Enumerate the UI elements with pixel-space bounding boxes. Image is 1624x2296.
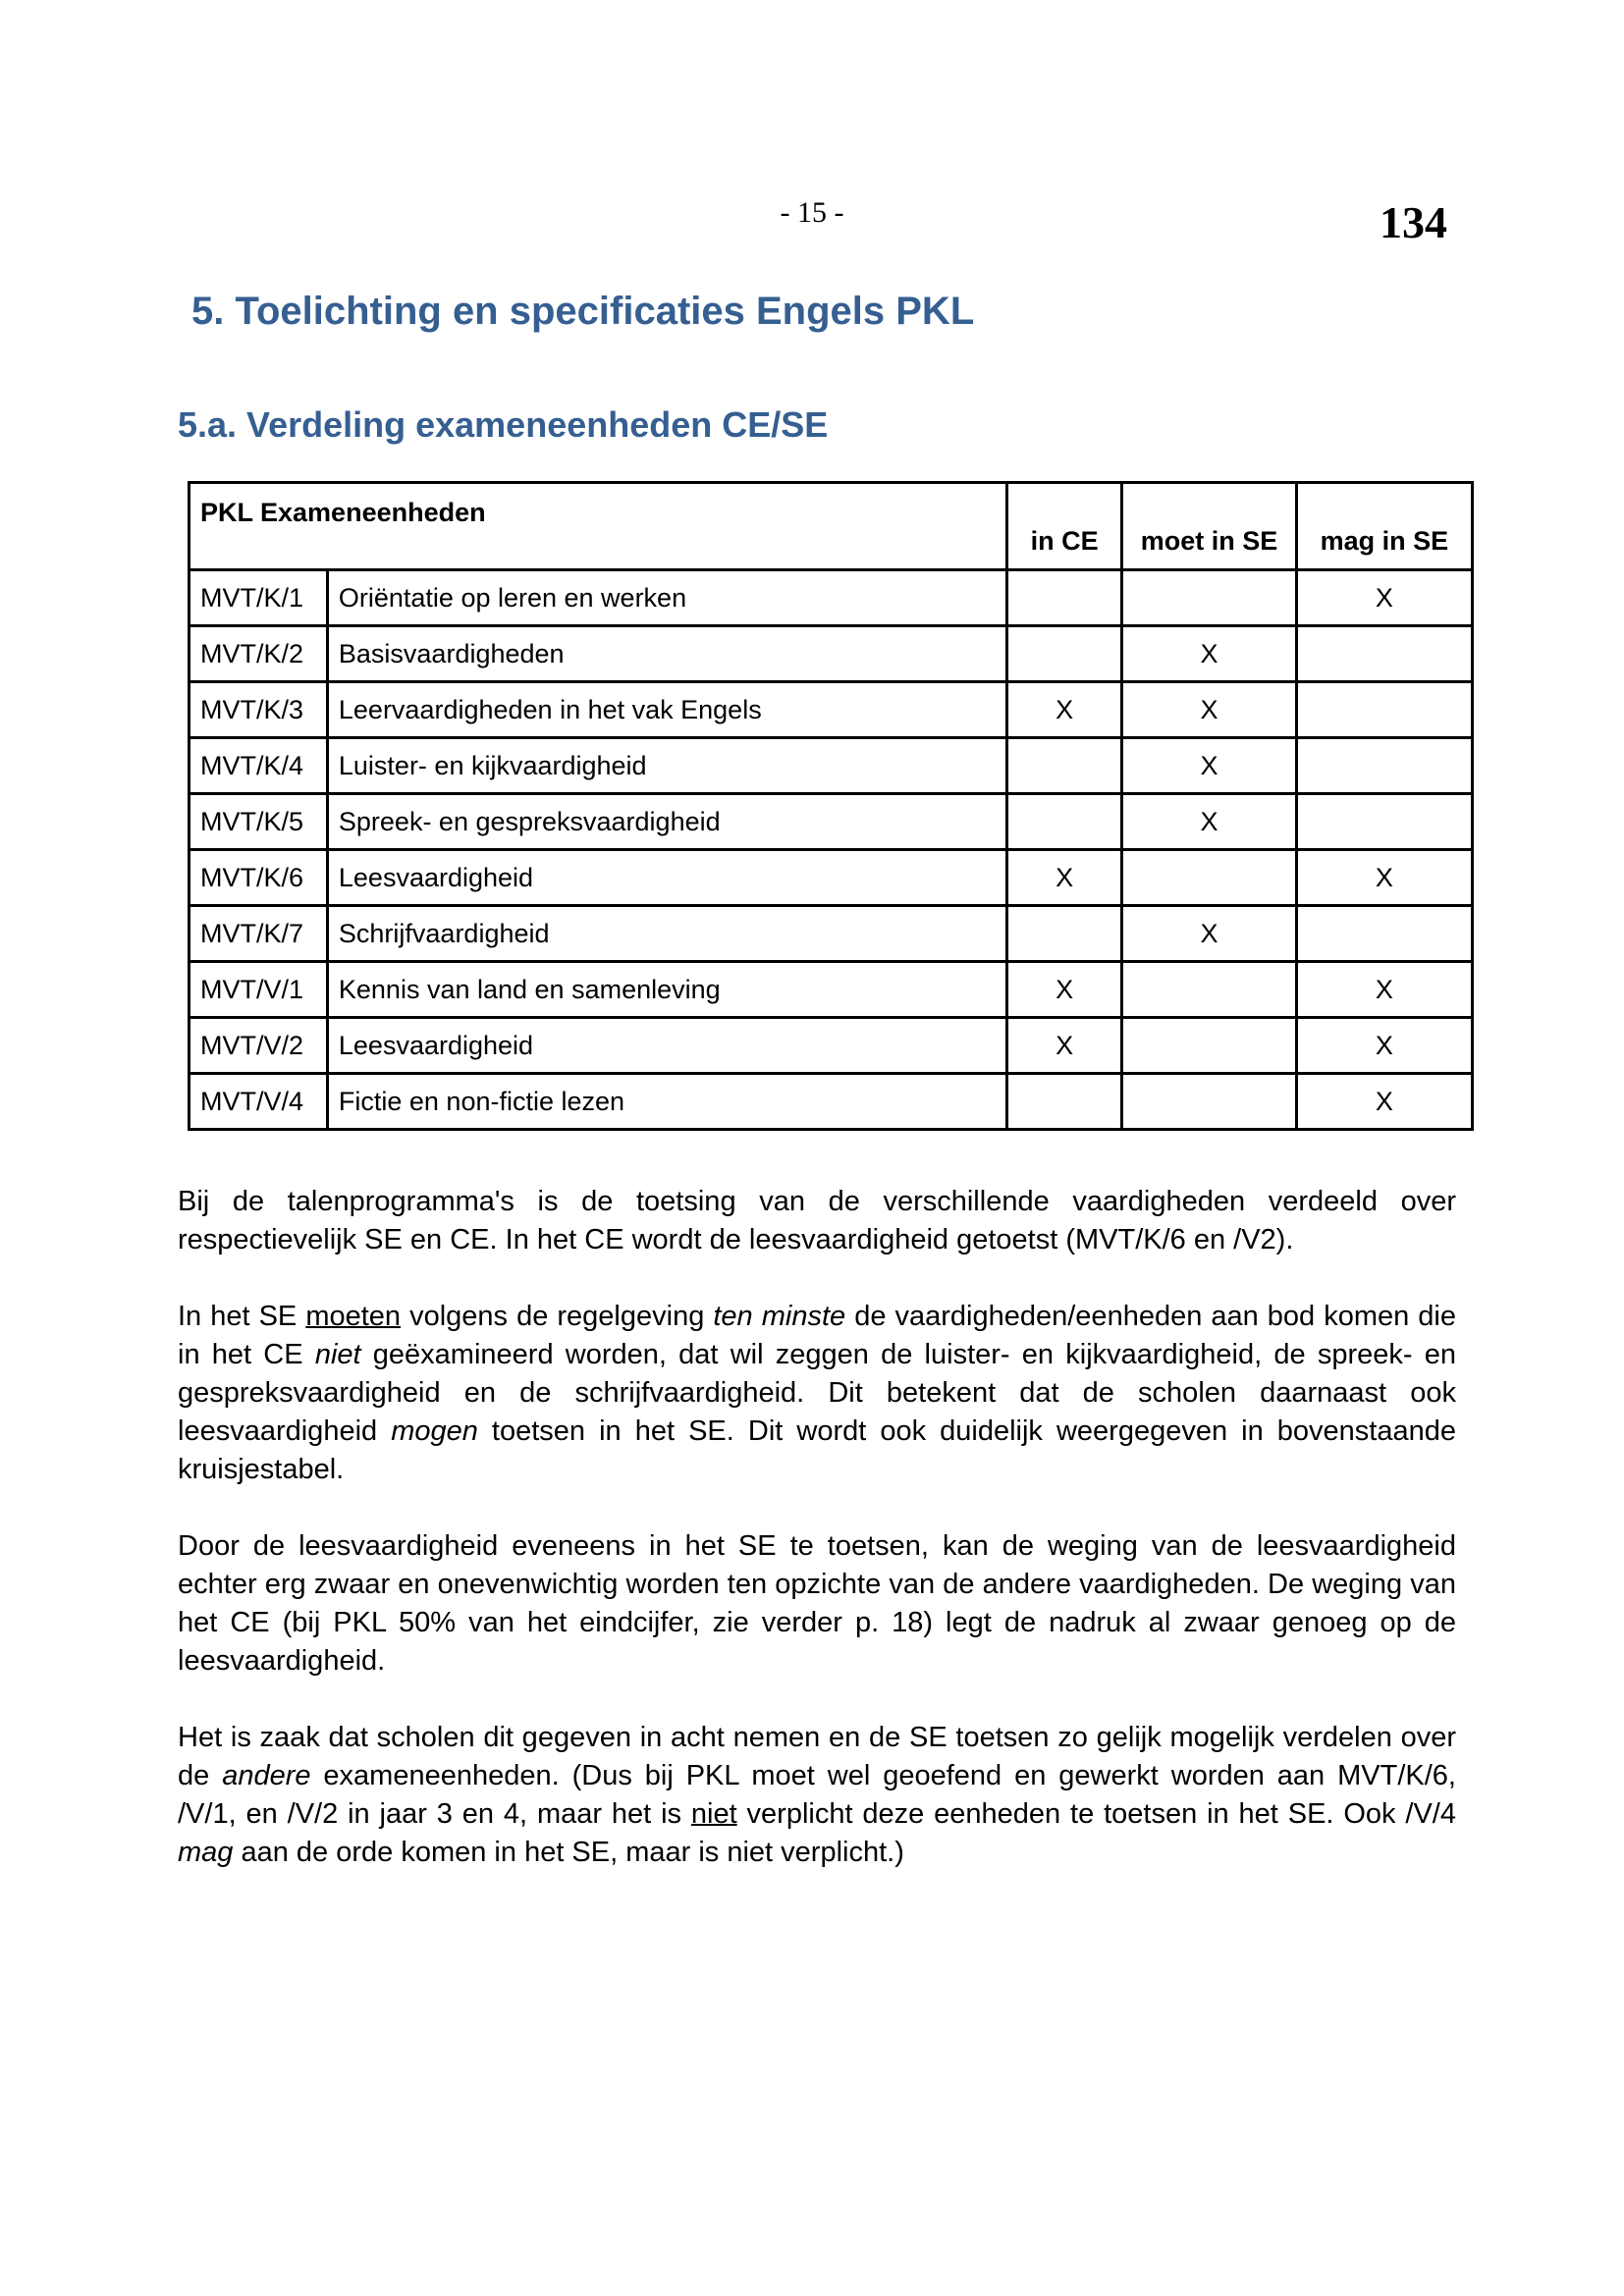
table-row (189, 1018, 1473, 1074)
cell-mag-in-se: X (1296, 1074, 1472, 1130)
unit-name: Luister- en kijkvaardigheid (327, 738, 1006, 794)
table-row (189, 1074, 1473, 1130)
text-span: verplicht deze eenheden te toetsen in het SE. Ook /V/4 (736, 1798, 1456, 1830)
cell-moet-in-se (1122, 850, 1296, 906)
table-row (189, 738, 1473, 794)
cell-in-ce: X (1006, 962, 1122, 1018)
text-span: Het is zaak dat scholen dit gegeven in acht nemen en de SE toetsen zo gelijk mogelijk verdelen over de (178, 1722, 1456, 1791)
cell-moet-in-se (1122, 1074, 1296, 1130)
cell-mag-in-se (1296, 626, 1472, 682)
header-mag-in-se: mag in SE (1296, 483, 1472, 570)
cell-mag-in-se (1296, 906, 1472, 962)
cell-moet-in-se (1122, 570, 1296, 626)
cell-mag-in-se: X (1296, 1018, 1472, 1074)
unit-name: Kennis van land en samenleving (327, 962, 1006, 1018)
page-number: - 15 - (780, 196, 844, 229)
unit-name: Spreek- en gespreksvaardigheid (327, 794, 1006, 850)
unit-name: Oriëntatie op leren en werken (327, 570, 1006, 626)
unit-name: Leesvaardigheid (327, 1018, 1006, 1074)
unit-code: MVT/K/5 (189, 794, 328, 850)
unit-code: MVT/V/2 (189, 1018, 328, 1074)
unit-code: MVT/V/4 (189, 1074, 328, 1130)
paragraph-3: Door de leesvaardigheid eveneens in het SE te toetsen, kan de weging van de leesvaardigheid echter erg zwaar en onevenwichtig worden ten opzichte van de andere vaardigheden. De weging van het CE (bij PKL 50% van het eindcijfer, zie verder p. 18) legt de nadruk al zwaar genoeg op de leesvaardigheid. (178, 1530, 1456, 1677)
table-row (189, 850, 1473, 906)
cell-moet-in-se (1122, 1018, 1296, 1074)
paragraph-1: Bij de talenprogramma's is de toetsing van de verschillende vaardigheden verdeeld over respectievelijk SE en CE. In het CE wordt de leesvaardigheid getoetst (MVT/K/6 en /V2). (178, 1186, 1456, 1255)
cell-in-ce: X (1006, 682, 1122, 738)
unit-code: MVT/K/7 (189, 906, 328, 962)
unit-code: MVT/K/6 (189, 850, 328, 906)
cell-moet-in-se: X (1122, 682, 1296, 738)
body-text (178, 1183, 1456, 1910)
text-span: volgens de regelgeving (401, 1301, 714, 1332)
italic-text: mag (178, 1837, 234, 1868)
unit-name: Fictie en non-fictie lezen (327, 1074, 1006, 1130)
text-span: toetsen in het SE. Dit wordt ook duidelijk weergegeven in bovenstaande kruisjestabel. (178, 1415, 1456, 1485)
subsection-heading: 5.a. Verdeling exameneenheden CE/SE (178, 404, 829, 445)
table-header-row (189, 483, 1473, 570)
unit-code: MVT/K/1 (189, 570, 328, 626)
table-row (189, 682, 1473, 738)
text-span: geëxamineerd worden, dat wil zeggen de luister- en kijkvaardigheid, de spreek- en gespreksvaardigheid en de schrijfvaardigheid. Dit betekent dat de scholen daarnaast ook leesvaardigheid (178, 1339, 1456, 1447)
cell-in-ce: X (1006, 1018, 1122, 1074)
header-moet-in-se: moet in SE (1122, 483, 1296, 570)
text-span: aan de orde komen in het SE, maar is niet verplicht.) (233, 1837, 904, 1868)
italic-text: ten minste (713, 1301, 846, 1332)
cell-mag-in-se: X (1296, 850, 1472, 906)
table-row (189, 962, 1473, 1018)
unit-name: Leesvaardigheid (327, 850, 1006, 906)
unit-code: MVT/K/4 (189, 738, 328, 794)
cell-mag-in-se (1296, 682, 1472, 738)
cell-mag-in-se: X (1296, 570, 1472, 626)
cell-in-ce (1006, 738, 1122, 794)
cell-mag-in-se (1296, 738, 1472, 794)
unit-name: Leervaardigheden in het vak Engels (327, 682, 1006, 738)
underlined-text: moeten (305, 1301, 402, 1332)
italic-text: mogen (391, 1415, 478, 1447)
table-row (189, 570, 1473, 626)
unit-code: MVT/K/3 (189, 682, 328, 738)
underlined-text: niet (690, 1798, 737, 1830)
cell-in-ce (1006, 626, 1122, 682)
unit-name: Basisvaardigheden (327, 626, 1006, 682)
cell-mag-in-se: X (1296, 962, 1472, 1018)
unit-name: Schrijfvaardigheid (327, 906, 1006, 962)
cell-moet-in-se (1122, 962, 1296, 1018)
text-span: de vaardigheden/eenheden aan bod komen die in het CE (178, 1301, 1457, 1370)
text-span: exameneenheden. (Dus bij PKL moet wel geoefend en gewerkt worden aan MVT/K/6, /V/1, en /V/2 in jaar 3 en 4, maar het is (178, 1760, 1456, 1830)
text-span: In het SE (178, 1301, 306, 1332)
section-heading: 5. Toelichting en specificaties Engels PKL (191, 290, 975, 333)
paragraph-2 (178, 1298, 1456, 1489)
exam-units-table (188, 481, 1474, 1131)
unit-code: MVT/V/1 (189, 962, 328, 1018)
header-in-ce: in CE (1006, 483, 1122, 570)
document-number: 134 (1380, 197, 1447, 247)
paragraph-4 (178, 1719, 1456, 1872)
italic-text: andere (222, 1760, 311, 1791)
cell-in-ce (1006, 1074, 1122, 1130)
cell-in-ce (1006, 794, 1122, 850)
table-row (189, 906, 1473, 962)
cell-mag-in-se (1296, 794, 1472, 850)
cell-moet-in-se: X (1122, 626, 1296, 682)
cell-in-ce (1006, 906, 1122, 962)
cell-in-ce: X (1006, 850, 1122, 906)
unit-code: MVT/K/2 (189, 626, 328, 682)
cell-in-ce (1006, 570, 1122, 626)
table-row (189, 626, 1473, 682)
italic-text: niet (314, 1339, 361, 1370)
cell-moet-in-se: X (1122, 738, 1296, 794)
table-row (189, 794, 1473, 850)
header-units: PKL Exameneenheden (189, 483, 1007, 570)
cell-moet-in-se: X (1122, 906, 1296, 962)
cell-moet-in-se: X (1122, 794, 1296, 850)
